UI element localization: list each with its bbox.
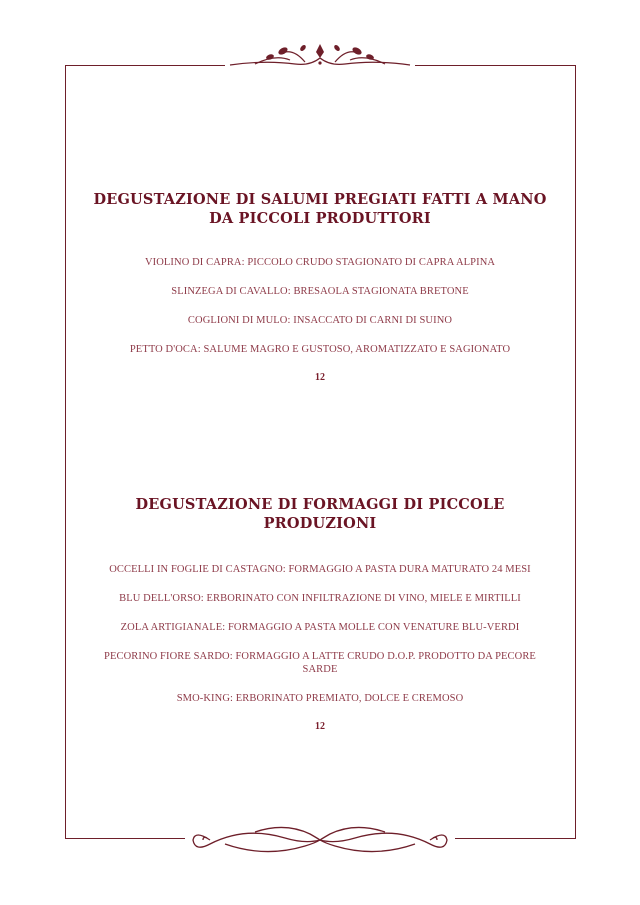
menu-item: SMO-KING: ERBORINATO PREMIATO, DOLCE E CREMOSO [176,693,464,704]
top-flourish-ornament [225,38,415,72]
menu-item: COGLIONI DI MULO: INSACCATO DI CARNI DI SUINO [187,315,453,326]
section-title: DEGUSTAZIONE DI FORMAGGI DI PICCOLE PRODUZIONI [135,496,505,532]
menu-item: PETTO D'OCA: SALUME MAGRO E GUSTOSO, AROMATIZZATO E SAGIONATO [129,344,511,355]
price: 12 [315,372,325,383]
menu-item: PECORINO FIORE SARDO: FORMAGGIO A LATTE CRUDO D.O.P. PRODOTTO DA PECORE SARDE [104,651,536,675]
salumi-section [80,190,560,383]
formaggi-section [80,495,560,732]
item-list [80,563,560,705]
price: 12 [315,721,325,732]
menu-item: SLINZEGA DI CAVALLO: BRESAOLA STAGIONATA BRETONE [171,286,469,297]
section-title: DEGUSTAZIONE DI SALUMI PREGIATI FATTI A MANO DA PICCOLI PRODUTTORI [93,191,547,227]
menu-item: BLU DELL'ORSO: ERBORINATO CON INFILTRAZIONE DI VINO, MIELE E MIRTILLI [119,593,521,604]
bottom-flourish-ornament [185,818,455,862]
menu-item: VIOLINO DI CAPRA: PICCOLO CRUDO STAGIONATO DI CAPRA ALPINA [144,257,496,268]
item-list [80,256,560,356]
menu-item: OCCELLI IN FOGLIE DI CASTAGNO: FORMAGGIO A PASTA DURA MATURATO 24 MESI [109,564,531,575]
menu-item: ZOLA ARTIGIANALE: FORMAGGIO A PASTA MOLLE CON VENATURE BLU-VERDI [120,622,520,633]
